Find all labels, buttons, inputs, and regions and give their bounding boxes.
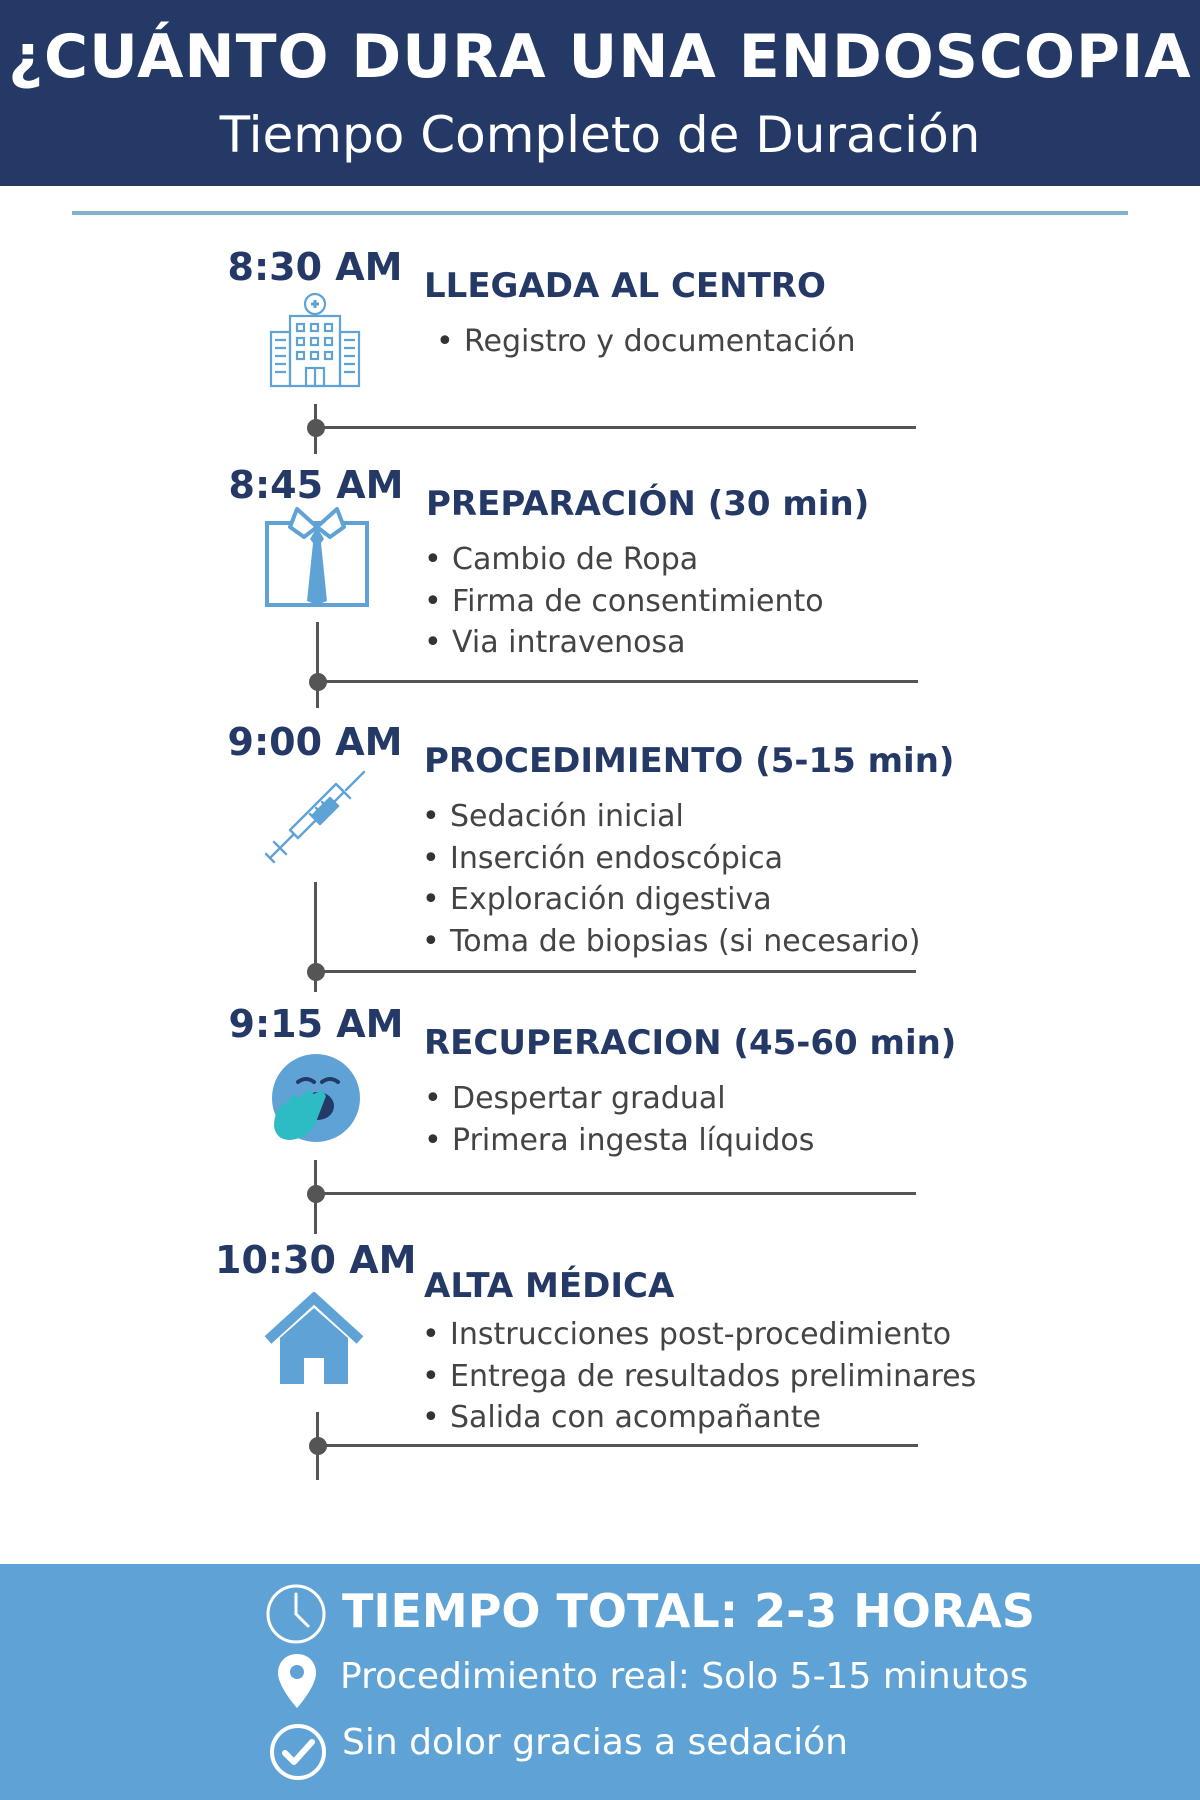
list-item: • Via intravenosa [424, 622, 824, 664]
step-time: 9:00 AM [227, 720, 403, 764]
list-item: • Primera ingesta líquidos [424, 1120, 814, 1162]
location-pin-icon [276, 1652, 318, 1714]
timeline-separator [316, 426, 916, 429]
step-bullet-list [436, 321, 856, 363]
page-title: ¿CUÁNTO DURA UNA ENDOSCOPIA [8, 22, 1192, 92]
check-circle-icon [268, 1722, 328, 1786]
hospital-icon [268, 292, 362, 392]
list-item: • Instrucciones post-procedimiento [422, 1314, 976, 1356]
step-time: 8:30 AM [227, 245, 403, 289]
list-item: • Registro y documentación [436, 321, 856, 363]
step-bullet-list [424, 1078, 814, 1161]
shirt-icon [264, 505, 370, 613]
step-title: RECUPERACION (45-60 min) [424, 1023, 957, 1063]
house-icon [264, 1292, 364, 1390]
timeline-separator [316, 1192, 916, 1195]
step-title: LLEGADA AL CENTRO [424, 266, 826, 306]
list-item: • Inserción endoscópica [422, 838, 920, 880]
header-banner [0, 0, 1200, 186]
list-item: • Firma de consentimiento [424, 581, 824, 623]
page-subtitle: Tiempo Completo de Duración [219, 106, 981, 164]
step-title: PREPARACIÓN (30 min) [426, 484, 870, 524]
step-time: 8:45 AM [228, 463, 404, 507]
list-item: • Toma de biopsias (si necesario) [422, 921, 920, 963]
step-bullet-list [422, 1314, 976, 1439]
list-item: • Exploración digestiva [422, 879, 920, 921]
total-time-text: TIEMPO TOTAL: 2-3 HORAS [342, 1584, 1036, 1638]
timeline-separator [316, 970, 916, 973]
step-time: 9:15 AM [228, 1002, 404, 1046]
procedure-note-text: Procedimiento real: Solo 5-15 minutos [340, 1656, 1029, 1697]
timeline-separator [318, 1444, 918, 1447]
header-divider [72, 211, 1128, 215]
syringe-icon [264, 768, 368, 872]
step-title: PROCEDIMIENTO (5-15 min) [424, 741, 955, 781]
list-item: • Despertar gradual [424, 1078, 814, 1120]
summary-footer [0, 1564, 1200, 1800]
list-item: • Salida con acompañante [422, 1397, 976, 1439]
list-item: • Cambio de Ropa [424, 539, 824, 581]
step-bullet-list [424, 539, 824, 664]
step-title: ALTA MÉDICA [424, 1266, 675, 1306]
yawning-face-icon [268, 1052, 362, 1150]
clock-icon [264, 1582, 328, 1650]
painless-note-text: Sin dolor gracias a sedación [342, 1722, 848, 1763]
step-time: 10:30 AM [215, 1238, 417, 1282]
step-bullet-list [422, 796, 920, 962]
list-item: • Sedación inicial [422, 796, 920, 838]
timeline-connector [316, 622, 319, 708]
list-item: • Entrega de resultados preliminares [422, 1356, 976, 1398]
timeline-separator [318, 680, 918, 683]
